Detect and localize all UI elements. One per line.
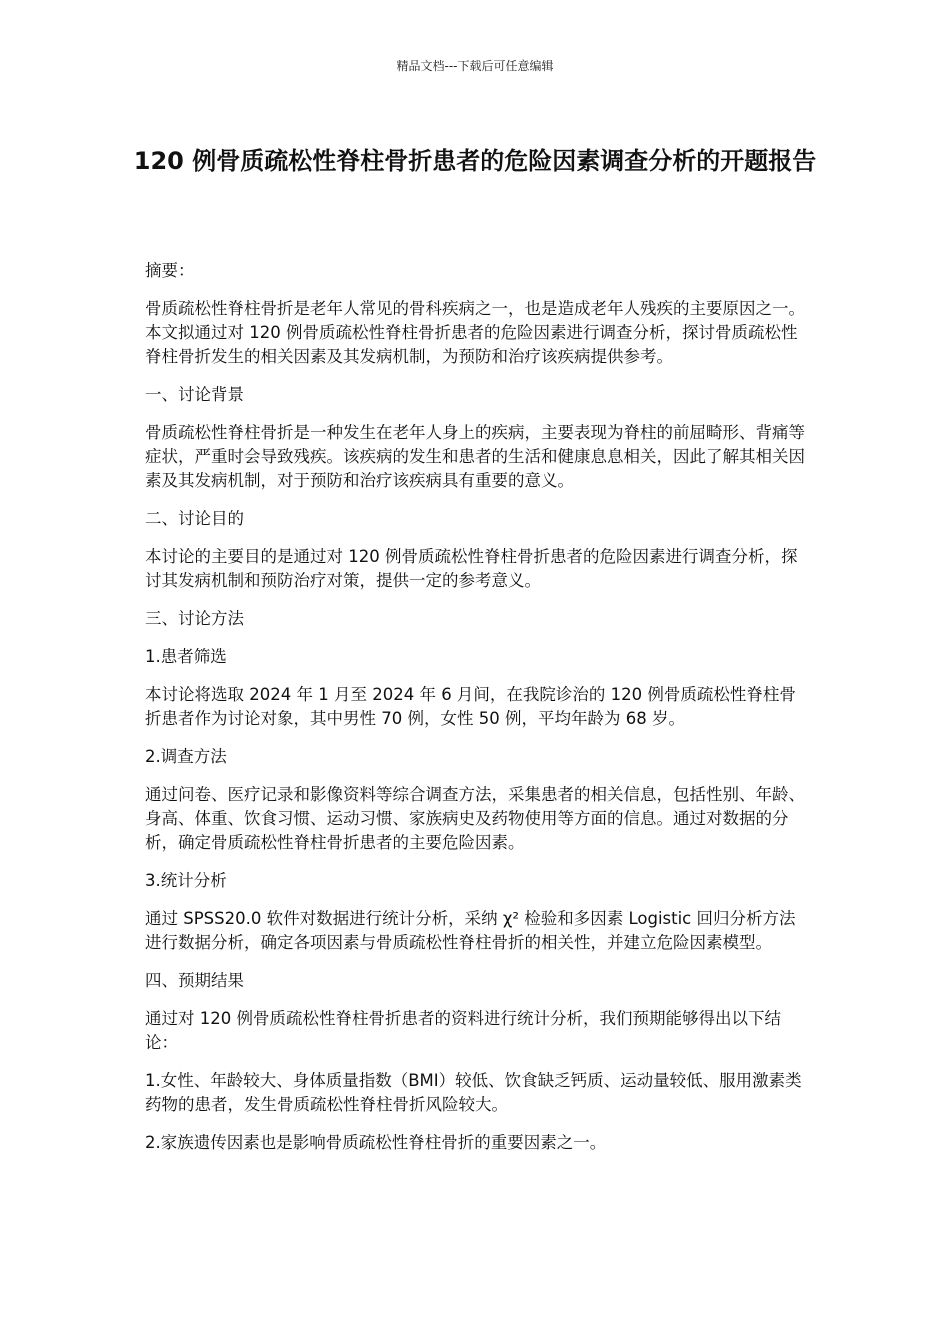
subsection-heading-statistics: 3.统计分析: [145, 871, 227, 890]
subsection-heading-survey: 2.调查方法: [145, 747, 227, 766]
section-body-background: 骨质疏松性脊柱骨折是一种发生在老年人身上的疾病，主要表现为脊柱的前屈畸形、背痛等症状，严重时会导致残疾。该疾病的发生和患者的生活和健康息息相关，因此了解其相关因素及其发病机制，对于预防和治疗该疾病具有重要的意义。: [145, 423, 805, 490]
result-item: 2.家族遗传因素也是影响骨质疏松性脊柱骨折的重要因素之一。: [145, 1133, 607, 1152]
section-body-expected-results: 通过对 120 例骨质疏松性脊柱骨折患者的资料进行统计分析，我们预期能够得出以下结论：: [145, 1009, 781, 1052]
abstract-body: 骨质疏松性脊柱骨折是老年人常见的骨科疾病之一，也是造成老年人残疾的主要原因之一。本文拟通过对 120 例骨质疏松性脊柱骨折患者的危险因素进行调查分析，探讨骨质疏松性脊柱骨折发生的相关因素及其发病机制，为预防和治疗该疾病提供参考。: [145, 299, 805, 366]
section-heading-expected-results: 四、预期结果: [145, 971, 244, 990]
abstract-label: 摘要：: [145, 261, 195, 280]
subsection-body-screening: 本讨论将选取 2024 年 1 月至 2024 年 6 月间，在我院诊治的 120 例骨质疏松性脊柱骨折患者作为讨论对象，其中男性 70 例，女性 50 例，平均年龄为 68 岁。: [145, 685, 796, 728]
header-note: 精品文档---下载后可任意编辑: [396, 59, 554, 73]
section-heading-methods: 三、讨论方法: [145, 609, 244, 628]
subsection-heading-screening: 1.患者筛选: [145, 647, 227, 666]
section-heading-background: 一、讨论背景: [145, 385, 244, 404]
result-item: 1.女性、年龄较大、身体质量指数（BMI）较低、饮食缺乏钙质、运动量较低、服用激素类药物的患者，发生骨质疏松性脊柱骨折风险较大。: [145, 1071, 802, 1114]
document-body: [145, 259, 810, 1169]
subsection-body-survey: 通过问卷、医疗记录和影像资料等综合调查方法，采集患者的相关信息，包括性别、年龄、身高、体重、饮食习惯、运动习惯、家族病史及药物使用等方面的信息。通过对数据的分析，确定骨质疏松性脊柱骨折患者的主要危险因素。: [145, 785, 805, 852]
page-title: 120 例骨质疏松性脊柱骨折患者的危险因素调查分析的开题报告: [133, 147, 817, 175]
section-heading-purpose: 二、讨论目的: [145, 509, 244, 528]
subsection-body-statistics: 通过 SPSS20.0 软件对数据进行统计分析，采纳 χ² 检验和多因素 Logistic 回归分析方法进行数据分析，确定各项因素与骨质疏松性脊柱骨折的相关性，并建立危险因素模型。: [145, 909, 796, 952]
section-body-purpose: 本讨论的主要目的是通过对 120 例骨质疏松性脊柱骨折患者的危险因素进行调查分析，探讨其发病机制和预防治疗对策，提供一定的参考意义。: [145, 547, 798, 590]
